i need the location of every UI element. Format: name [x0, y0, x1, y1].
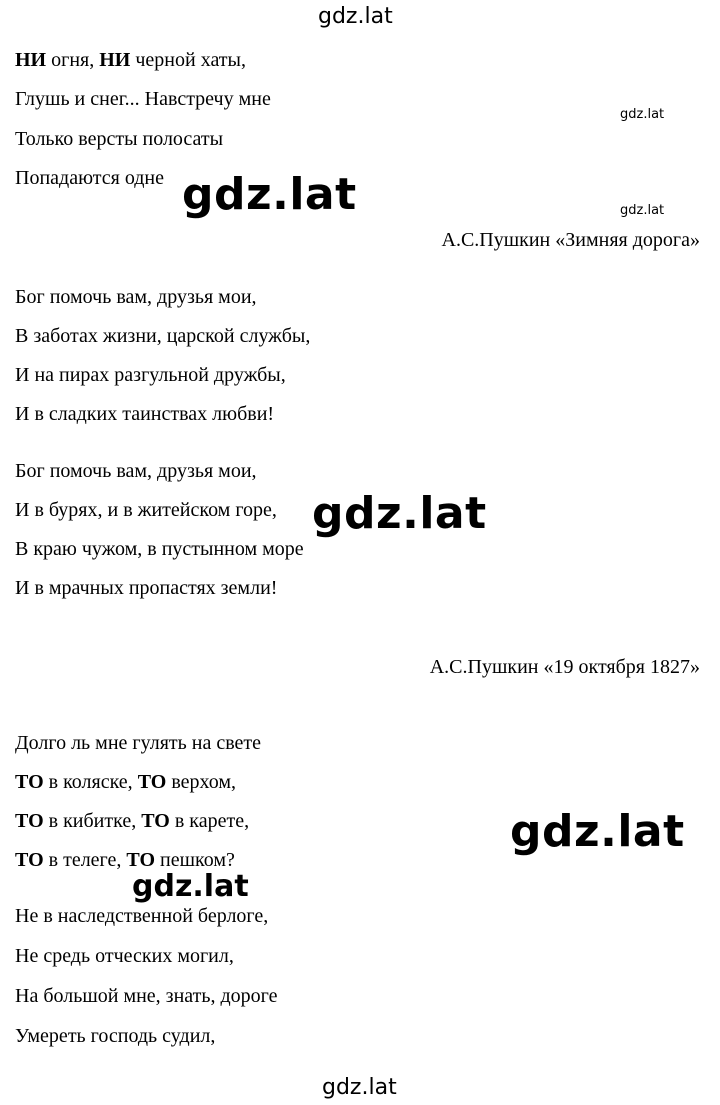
attribution-winter-road: А.С.Пушкин «Зимняя дорога»: [441, 229, 700, 251]
stanza1-line2: Глушь и снег... Навстречу мне: [15, 88, 271, 110]
watermark-large: gdz.lat: [312, 488, 487, 539]
emphasis-to: ТО: [15, 810, 44, 832]
stanza5-line2: Не средь отческих могил,: [15, 945, 234, 967]
text: верхом,: [166, 771, 237, 793]
watermark-top: gdz.lat: [318, 4, 393, 29]
stanza2-line3: И на пирах разгульной дружбы,: [15, 364, 286, 386]
watermark-bottom: gdz.lat: [322, 1075, 397, 1100]
emphasis-to: ТО: [137, 771, 167, 793]
emphasis-ni: НИ: [99, 49, 131, 71]
text: в коляске,: [43, 771, 138, 793]
watermark-medium: gdz.lat: [132, 869, 249, 904]
watermark-small: gdz.lat: [620, 203, 665, 218]
watermark-small: gdz.lat: [620, 107, 665, 122]
text: черной хаты,: [130, 49, 246, 71]
stanza1-line1: [15, 48, 246, 72]
text: пешком?: [155, 849, 235, 871]
watermark-large: gdz.lat: [510, 806, 685, 857]
emphasis-ni: НИ: [15, 49, 47, 71]
stanza3-line1: Бог помочь вам, друзья мои,: [15, 460, 257, 482]
stanza4-line2: [15, 770, 236, 794]
stanza1-line4: Попадаются одне: [15, 167, 164, 189]
stanza5-line1: Не в наследственной берлоге,: [15, 905, 269, 927]
stanza3-line4: И в мрачных пропастях земли!: [15, 577, 278, 599]
text: в телеге,: [43, 849, 127, 871]
attribution-october-19: А.С.Пушкин «19 октября 1827»: [429, 656, 700, 678]
stanza5-line4: Умереть господь судил,: [15, 1025, 216, 1047]
text: огня,: [46, 49, 100, 71]
stanza4-line3: [15, 809, 249, 833]
stanza2-line4: И в сладких таинствах любви!: [15, 403, 275, 425]
stanza5-line3: На большой мне, знать, дороге: [15, 985, 278, 1007]
watermark-large: gdz.lat: [182, 169, 357, 220]
emphasis-to: ТО: [15, 771, 44, 793]
emphasis-to: ТО: [15, 849, 44, 871]
text: в кибитке,: [43, 810, 142, 832]
stanza2-line1: Бог помочь вам, друзья мои,: [15, 286, 257, 308]
stanza4-line1: Долго ль мне гулять на свете: [15, 732, 262, 754]
text: в карете,: [169, 810, 250, 832]
stanza1-line3: Только версты полосаты: [15, 128, 224, 150]
stanza3-line2: И в бурях, и в житейском горе,: [15, 499, 277, 521]
emphasis-to: ТО: [141, 810, 170, 832]
stanza2-line2: В заботах жизни, царской службы,: [15, 325, 311, 347]
emphasis-to: ТО: [126, 849, 156, 871]
stanza3-line3: В краю чужом, в пустынном море: [15, 538, 304, 560]
